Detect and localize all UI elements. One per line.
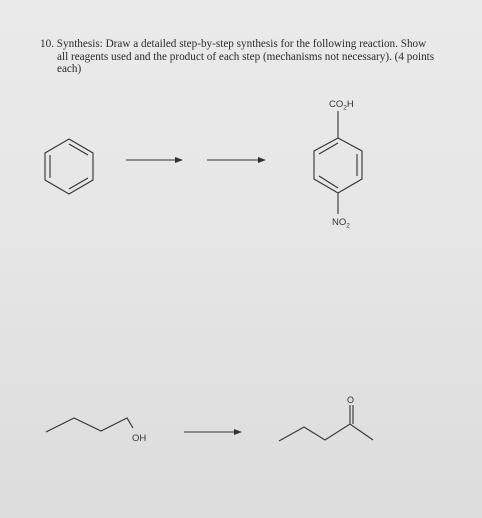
benzene-reactant xyxy=(45,139,93,194)
pentanone-product xyxy=(279,405,373,441)
hydroxyl-group-label: OH xyxy=(132,433,147,444)
nitro-group-label: $NO_2$ xyxy=(332,217,350,230)
question-line-2: all reagents used and the product of each step (mechanisms not necessary). (4 points xyxy=(57,50,435,63)
question-number: 10. xyxy=(40,38,54,50)
question-line-3: each) xyxy=(57,63,82,75)
question-line-1: 10. Synthesis: Draw a detailed step-by-step synthesis for the following reaction. Show xyxy=(40,38,427,50)
pentanol-reactant xyxy=(46,418,133,432)
carboxyl-group-label: $CO_2H$ xyxy=(329,99,354,112)
carbonyl-oxygen-label: O xyxy=(347,395,355,405)
nitrobenzoic-acid-product xyxy=(314,111,362,214)
